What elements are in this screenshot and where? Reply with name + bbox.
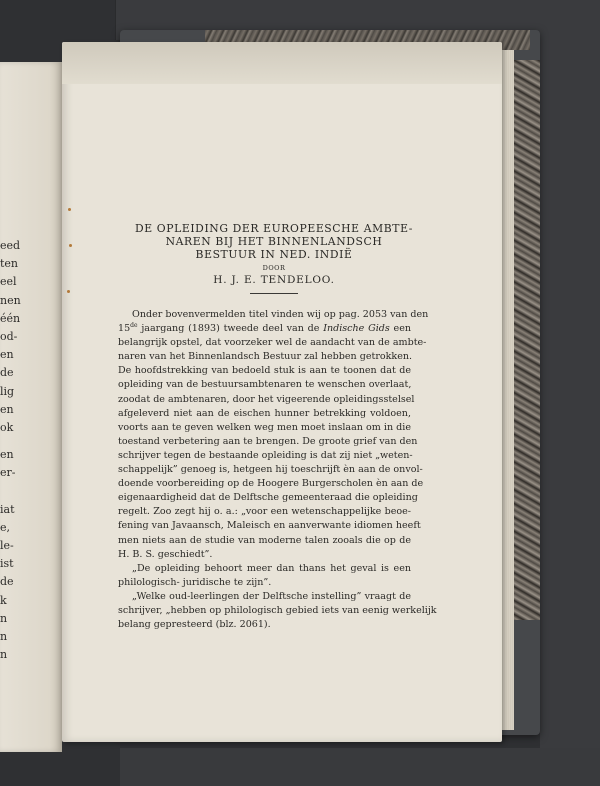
body-line: 15de jaargang (1893) tweede deel van de Indische Gids een bbox=[118, 321, 411, 335]
body-line: eigenaardigheid dat de Delftsche gemeenteraad die opleiding bbox=[118, 492, 418, 504]
body-line: zoodat de ambtenaren, door het vigeerende opleidingsstelsel bbox=[118, 393, 415, 405]
page-top-shadow bbox=[62, 42, 502, 84]
left-line: lig bbox=[0, 384, 15, 398]
body-line: fening van Javaansch, Maleisch en aanverwante idiomen heeft bbox=[118, 520, 421, 532]
left-line: en bbox=[0, 348, 14, 362]
body-line: „De opleiding behoort meer dan thans het geval is een bbox=[132, 562, 411, 574]
foxing-spot bbox=[68, 208, 71, 211]
left-line: k bbox=[0, 593, 7, 607]
left-line: n bbox=[0, 630, 8, 644]
body-line: De hoofdstrekking van bedoeld stuk is aan te toonen dat de bbox=[118, 365, 411, 377]
left-line: od- bbox=[0, 330, 18, 344]
separator-rule bbox=[250, 293, 298, 294]
body-line: toestand verbetering aan te brengen. De groote grief van den bbox=[118, 435, 418, 447]
left-line: eel bbox=[0, 275, 17, 289]
body-line: men niets aan de studie van moderne talen zooals die op de bbox=[118, 534, 411, 546]
left-line: iat bbox=[0, 502, 15, 516]
foxing-spot bbox=[67, 290, 70, 293]
left-line: en bbox=[0, 448, 14, 462]
author-name: H. J. E. TENDELOO. bbox=[213, 274, 335, 286]
body-line: Onder bovenvermelden titel vinden wij op pag. 2053 van den bbox=[132, 309, 429, 320]
body-line: philologisch- juridische te zijn”. bbox=[118, 576, 272, 588]
background-bottom bbox=[120, 748, 600, 786]
left-line: n bbox=[0, 611, 8, 625]
left-line: één bbox=[0, 311, 21, 325]
left-line: er- bbox=[0, 466, 16, 480]
body-line: opleiding van de bestuursambtenaren te wenschen overlaat, bbox=[118, 379, 412, 391]
article-title-line-2: NAREN BIJ HET BINNENLANDSCH bbox=[165, 235, 383, 248]
body-line: regelt. Zoo zegt hij o. a.: „voor een wetenschappelijke beoe- bbox=[118, 506, 411, 518]
background-right bbox=[540, 0, 600, 786]
article-body bbox=[118, 308, 437, 632]
left-page bbox=[0, 62, 62, 752]
body-line: „Welke oud-leerlingen der Delftsche instelling” vraagt de bbox=[132, 590, 411, 602]
body-line: afgeleverd niet aan de eischen hunner betrekking voldoen, bbox=[118, 407, 411, 419]
left-line: ten bbox=[0, 257, 19, 271]
left-line: e, bbox=[0, 520, 11, 534]
left-line: eed bbox=[0, 239, 21, 252]
body-line: H. B. S. geschiedt”. bbox=[118, 548, 213, 560]
article-heading bbox=[134, 222, 414, 301]
body-line: belangrijk opstel, dat voorzeker wel de aandacht van de ambte- bbox=[118, 337, 427, 349]
body-line: schappelijk” genoeg is, hetgeen hij toeschrijft èn aan de onvol- bbox=[118, 464, 423, 476]
left-line: ist bbox=[0, 557, 14, 571]
body-line: schrijver tegen de bestaande opleiding is dat zij niet „weten- bbox=[118, 449, 413, 461]
body-line: schrijver, „hebben op philologisch gebied iets van eenig werkelijk bbox=[118, 604, 437, 616]
marbled-edge-right bbox=[512, 60, 540, 620]
left-line: le- bbox=[0, 539, 14, 553]
left-line: n bbox=[0, 648, 8, 662]
byline-door: DOOR bbox=[262, 264, 286, 272]
body-line: belang gepresteerd (blz. 2061). bbox=[118, 619, 271, 631]
article-title-line-1: DE OPLEIDING DER EUROPEESCHE AMBTE- bbox=[134, 222, 414, 235]
left-line: nen bbox=[0, 293, 21, 307]
article-title-line-3: BESTUUR IN NED. INDIË bbox=[195, 248, 353, 261]
left-page-text bbox=[0, 237, 21, 664]
left-line: ok bbox=[0, 421, 14, 435]
left-line: en bbox=[0, 402, 14, 416]
body-line: voorts aan te geven welken weg men moet inslaan om in die bbox=[118, 421, 411, 433]
body-line: doende voorbereiding op de Hoogere Burgerscholen èn aan de bbox=[118, 478, 424, 490]
left-line: de bbox=[0, 575, 14, 589]
left-line: de bbox=[0, 366, 14, 380]
foxing-spot bbox=[69, 244, 72, 247]
body-line: naren van het Binnenlandsch Bestuur zal hebben getrokken. bbox=[118, 351, 413, 363]
